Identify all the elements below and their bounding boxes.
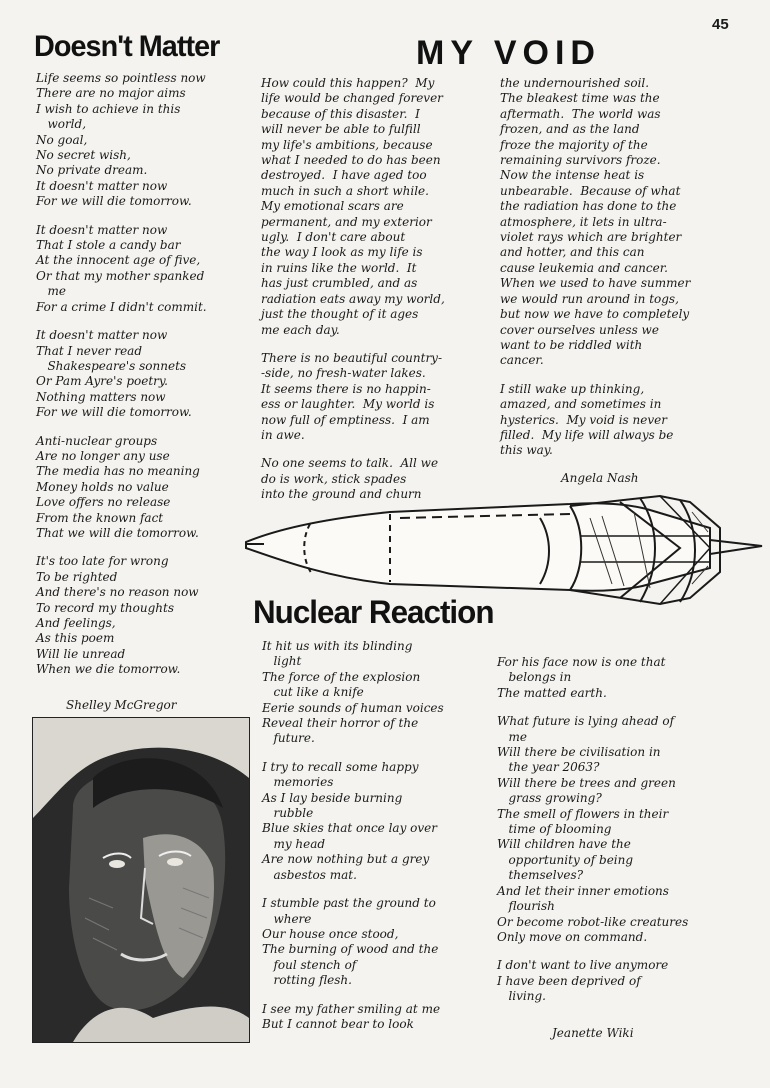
stanza: I see my father smiling at me But I cannot bear to look [262, 1001, 441, 1031]
essay-my-void-column-1 [261, 76, 493, 503]
essay-my-void-column-2 [500, 76, 736, 459]
title-doesnt-matter: Doesn't Matter [34, 30, 220, 63]
paragraph: the undernourished soil. The bleakest time was the aftermath. The world was frozen, and as the land froze the majority of the remaining survivors froze. Now the intense heat is unbearable. Because of what the radiation has done to the atmosphere, it lets in ultra- violet rays which are brighter and hotter, and this can cause leukemia and cancer. When we used to have summer we would run around in togs, but now we have to completely cover ourselves unless we want to be riddled with cancer. [500, 76, 691, 368]
stanza: I try to recall some happy memories As I lay beside burning rubble Blue skies that once lay over my head Are now nothing but a grey asbestos mat. [262, 759, 438, 882]
stanza: I don't want to live anymore I have been deprived of living. [497, 958, 669, 1004]
author-angela-nash: Angela Nash [561, 471, 639, 485]
poem-nuclear-reaction-column-2 [497, 655, 733, 1005]
stanza: It doesn't matter now That I never read Shakespeare's sonnets Or Pam Ayre's poetry. Nothing matters now For we will die tomorrow. [36, 328, 192, 420]
stanza: Life seems so pointless now There are no major aims I wish to achieve in this world, No goal, No secret wish, No private dream. It doesn't matter now For we will die tomorrow. [36, 71, 206, 209]
portrait-sketch-icon [32, 717, 250, 1043]
stanza: It's too late for wrong To be righted And there's no reason now To record my thoughts And feelings, As this poem Will lie unread When we die tomorrow. [36, 554, 199, 677]
paragraph: No one seems to talk. All we do is work, stick spades into the ground and churn [261, 456, 439, 502]
author-jeanette-wiki: Jeanette Wiki [552, 1026, 634, 1040]
poem-doesnt-matter [36, 71, 250, 678]
title-nuclear-reaction: Nuclear Reaction [253, 594, 494, 630]
missile-drawing-icon [240, 488, 768, 616]
author-shelley-mcgregor: Shelley McGregor [66, 698, 177, 712]
stanza: Anti-nuclear groups Are no longer any use The media has no meaning Money holds no value Love offers no release From the known fact That we will die tomorrow. [36, 433, 200, 540]
stanza: For his face now is one that belongs in The matted earth. [497, 655, 666, 700]
stanza: What future is lying ahead of me Will there be civilisation in the year 2063? Will there be trees and green grass growing? The smell of flowers in their time of blooming Will children have the opportunity of being themselves? And let their inner emotions flourish Or become robot-like creatures Only move on command. [497, 714, 689, 944]
page-number: 45 [712, 16, 729, 33]
paragraph: How could this happen? My life would be changed forever because of this disaster. I will never be able to fulfill my life's ambitions, because what I needed to do has been destroyed. I have aged too much in such a short while. My emotional scars are permanent, and my exterior ugly. I don't care about the way I look as my life is in ruins like the world. It has just crumbled, and as radiation eats away my world, just the thought of it ages me each day. [261, 76, 445, 337]
stanza: It doesn't matter now That I stole a candy bar At the innocent age of five, Or that my mother spanked me For a crime I didn't commit. [36, 222, 207, 314]
poem-nuclear-reaction-column-1 [262, 639, 494, 1032]
stanza: It hit us with its blinding light The force of the explosion cut like a knife Eerie sounds of human voices Reveal their horror of the future. [262, 639, 444, 746]
stanza: I stumble past the ground to where Our house once stood, The burning of wood and the foul stench of rotting flesh. [262, 896, 439, 988]
paragraph: I still wake up thinking, amazed, and sometimes in hysterics. My void is never filled. My life will always be this way. [500, 381, 674, 458]
paragraph: There is no beautiful country- -side, no fresh-water lakes. It seems there is no happin- ess or laughter. My world is now full of emptiness. I am in awe. [261, 350, 443, 442]
title-my-void: MY VOID [416, 34, 601, 72]
